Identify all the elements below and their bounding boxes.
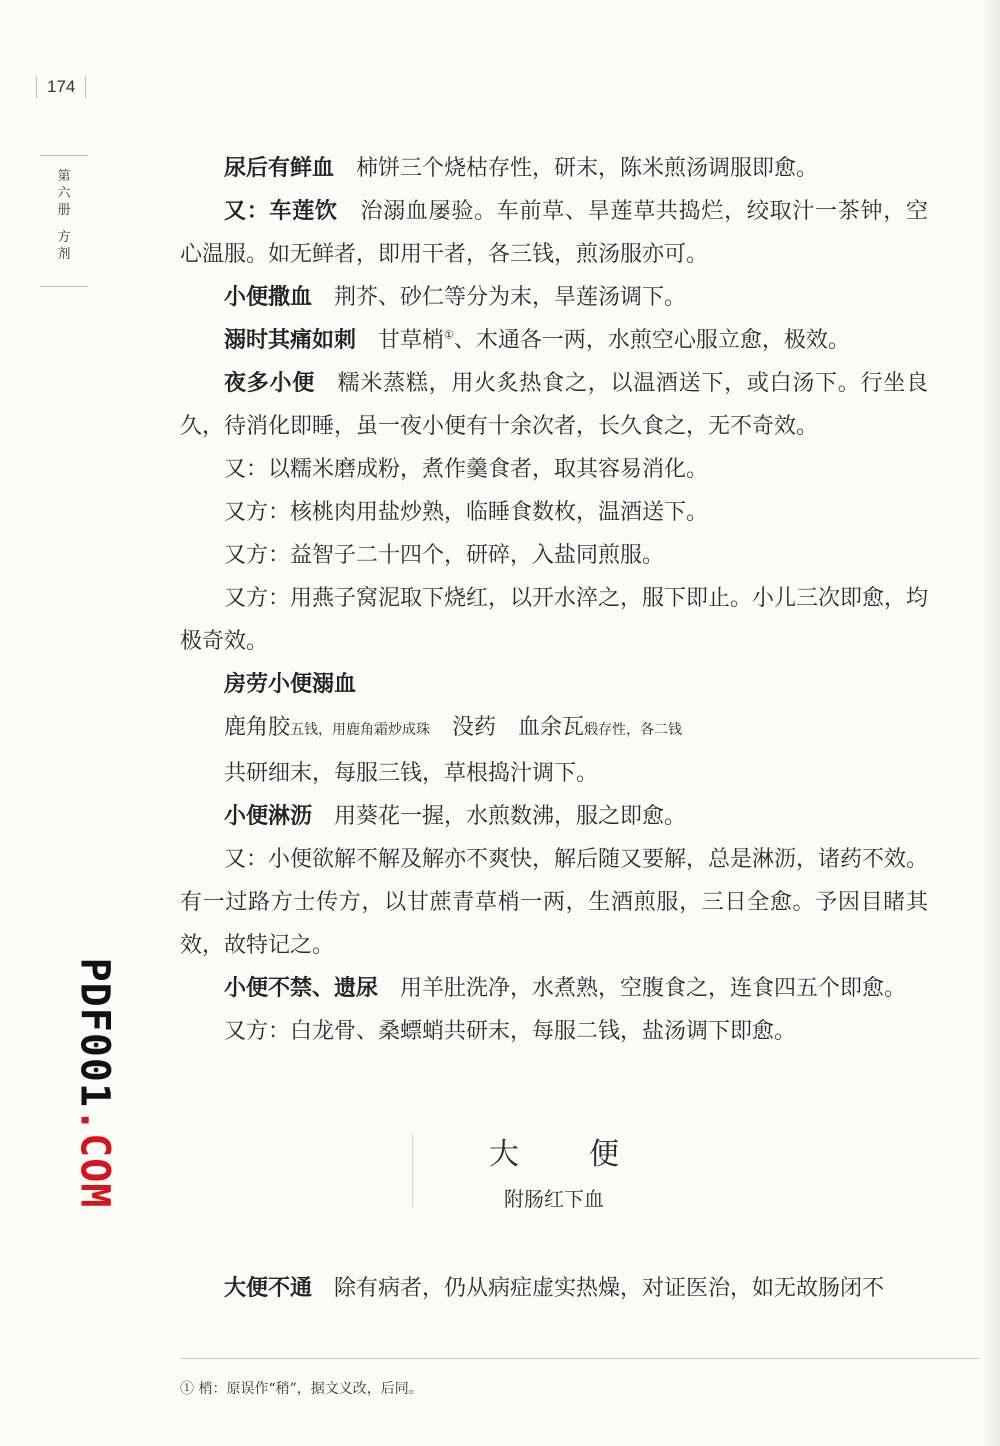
entry-title: 夜多小便 [224, 370, 315, 396]
footnote: ① 梢：原误作“稍”，据文义改，后同。 [180, 1381, 423, 1397]
paragraph [180, 147, 928, 190]
watermark [70, 958, 118, 1208]
paragraph [180, 795, 928, 838]
paragraph [180, 663, 928, 706]
entry-title: 房劳小便溺血 [224, 671, 357, 697]
entry-title: 溺时其痛如刺 [224, 327, 357, 353]
divider [412, 1135, 413, 1207]
ingredient: 血余瓦 [518, 715, 585, 740]
entry-title: 又：车莲饮 [224, 198, 338, 224]
side-tab-volume: 第六册 [57, 169, 71, 218]
entry-text: 治溺血屡验。车前草、旱莲草共捣烂，绞取汁一茶钟，空心温服。如无鲜者，即用干者，各三钱，煎汤服亦可。 [180, 199, 928, 267]
entry-text: 、木通各一两，水煎空心服立愈，极效。 [453, 328, 850, 353]
page-number-block [36, 74, 86, 100]
paragraph: 共研细末，每服三钱，草根捣汁调下。 [224, 761, 599, 786]
entry-text: 柿饼三个烧枯存性，研末，陈米煎汤调服即愈。 [356, 156, 819, 181]
entry-title: 小便淋沥 [224, 803, 313, 829]
ingredient-note: 煅存性，各二钱 [584, 722, 683, 738]
watermark-text: PDF001 [71, 957, 118, 1109]
entry-title: 小便不禁、遗尿 [224, 975, 379, 1001]
entry-text: 用葵花一握，水煎数沸，服之即愈。 [334, 804, 687, 829]
section-title: 大便 [489, 1137, 689, 1172]
paragraph: 又：以糯米磨成粉，煮作羹食者，取其容易消化。 [224, 457, 709, 482]
section-heading [180, 1135, 928, 1227]
side-tab-section: 方剂 [57, 230, 71, 262]
footnote-marker: ① [444, 328, 454, 342]
entry-title: 大便不通 [224, 1275, 313, 1301]
entry-title: 尿后有鲜血 [224, 155, 335, 181]
entry-text: 糯米蒸糕，用火炙热食之，以温酒送下，或白汤下。行坐良久，待消化即睡，虽一夜小便有十余次者，长久食之，无不奇效。 [180, 371, 928, 439]
entry-text: 除有病者，仍从病症虚实热燥，对证医治，如无故肠闭不 [334, 1276, 885, 1301]
paragraph: 又：小便欲解不解及解亦不爽快，解后随又要解，总是淋沥，诸药不效。有一过路方士传方，以甘蔗青草梢一两，生酒煎服，三日全愈。予因目睹其效，故特记之。 [180, 847, 929, 958]
entry-text: 用羊肚洗净，水煮熟，空腹食之，连食四五个即愈。 [400, 976, 907, 1001]
paragraph [180, 1267, 928, 1310]
chapter-side-tab [40, 155, 88, 287]
page-number: 174 [47, 77, 76, 96]
paragraph: 又方：用燕子窝泥取下烧红，以开水淬之，服下即止。小儿三次即愈，均极奇效。 [180, 586, 929, 654]
main-text [180, 147, 928, 1310]
paragraph: 又方：白龙骨、桑螵蛸共研末，每服二钱，盐汤调下即愈。 [224, 1019, 797, 1044]
ingredient-line [180, 706, 928, 752]
ingredient: 鹿角胶 [224, 715, 291, 740]
page-edge-shadow [982, 0, 1000, 1446]
entry-text: 荆芥、砂仁等分为末，旱莲汤调下。 [334, 285, 687, 310]
section-subtitle: 附肠红下血 [504, 1187, 604, 1211]
paragraph [180, 967, 928, 1010]
paragraph: 又方：核桃肉用盐炒熟，临睡食数枚，温酒送下。 [224, 500, 709, 525]
paragraph [180, 319, 928, 362]
entry-title: 小便撒血 [224, 284, 313, 310]
paragraph: 又方：益智子二十四个，研碎，入盐同煎服。 [224, 543, 665, 568]
paragraph [180, 276, 928, 319]
entry-text: 甘草梢 [378, 328, 445, 353]
paragraph [180, 362, 928, 448]
ingredient-note: 五钱，用鹿角霜炒成珠 [290, 722, 431, 738]
footnote-rule [180, 1358, 980, 1359]
paragraph [180, 190, 928, 276]
ingredient: 没药 [452, 715, 497, 740]
watermark-text-accent: .COM [71, 1108, 118, 1209]
divider [85, 76, 86, 98]
